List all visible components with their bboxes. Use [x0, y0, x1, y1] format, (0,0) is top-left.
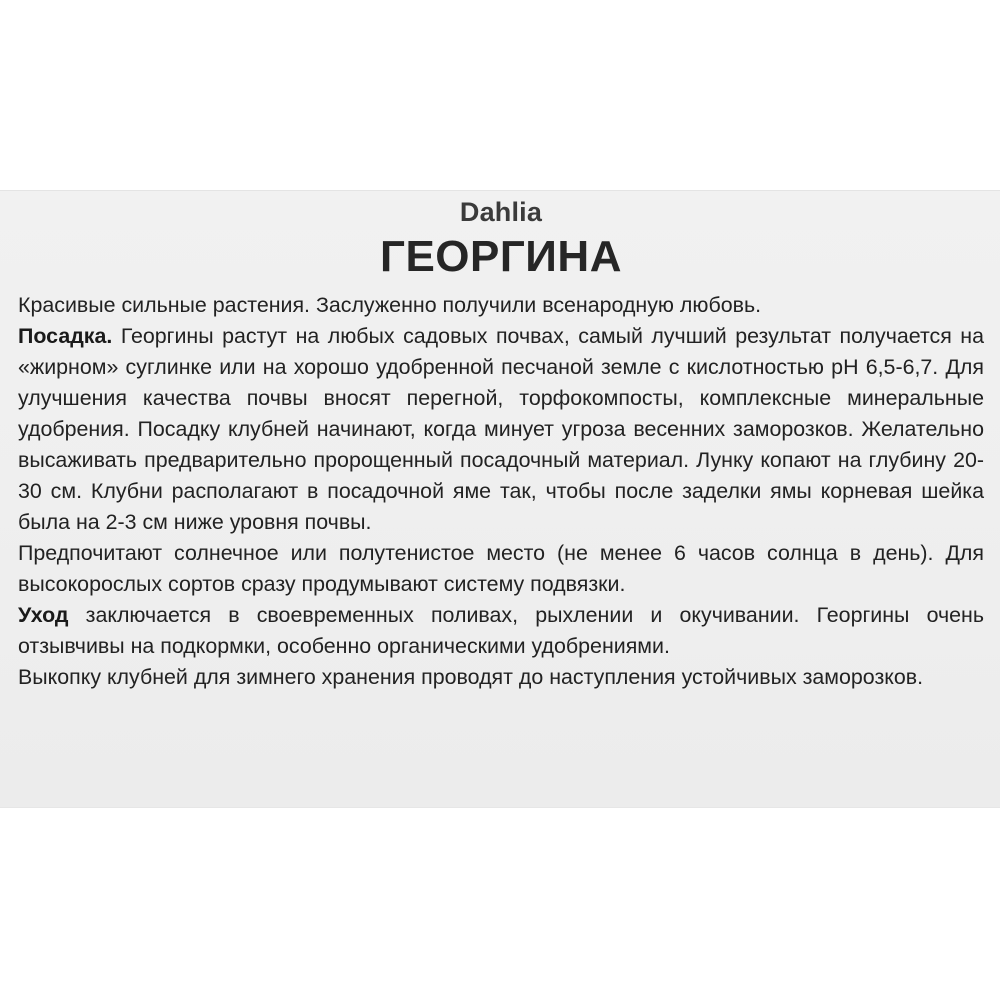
- planting-paragraph: [18, 321, 984, 538]
- seed-packet-label: [0, 190, 1000, 808]
- location-paragraph: Предпочитают солнечное или полутенистое место (не менее 6 часов солнца в день). Для высокорослых сортов сразу продумывают систему подвязки.: [18, 541, 984, 596]
- care-text: заключается в своевременных поливах, рыхлении и окучивании. Георгины очень отзывчивы на подкормки, особенно органическими удобрениями.: [18, 603, 984, 658]
- care-heading: Уход: [18, 603, 69, 627]
- storage-paragraph: Выкопку клубней для зимнего хранения проводят до наступления устойчивых заморозков.: [18, 665, 924, 689]
- planting-heading: Посадка.: [18, 324, 113, 348]
- planting-text: Георгины растут на любых садовых почвах, самый лучший результат получается на «жирном» суглинке или на хорошо удобренной песчаной земле с кислотностью pH 6,5-6,7. Для улучшения качества почвы вносят перегной, торфокомпосты, комплексные минеральные удобрения. Посадку клубней начинают, когда минует угроза весенних заморозков. Желательно высаживать предварительно пророщенный посадочный материал. Лунку копают на глубину 20-30 см. Клубни располагают в посадочной яме так, чтобы после заделки ямы корневая шейка была на 2-3 см ниже уровня почвы.: [18, 324, 984, 534]
- intro-paragraph: Красивые сильные растения. Заслуженно получили всенародную любовь.: [18, 293, 762, 317]
- description-body: [18, 290, 984, 693]
- plant-title: ГЕОРГИНА: [380, 232, 622, 281]
- care-paragraph: [18, 600, 984, 662]
- latin-name: Dahlia: [459, 197, 543, 227]
